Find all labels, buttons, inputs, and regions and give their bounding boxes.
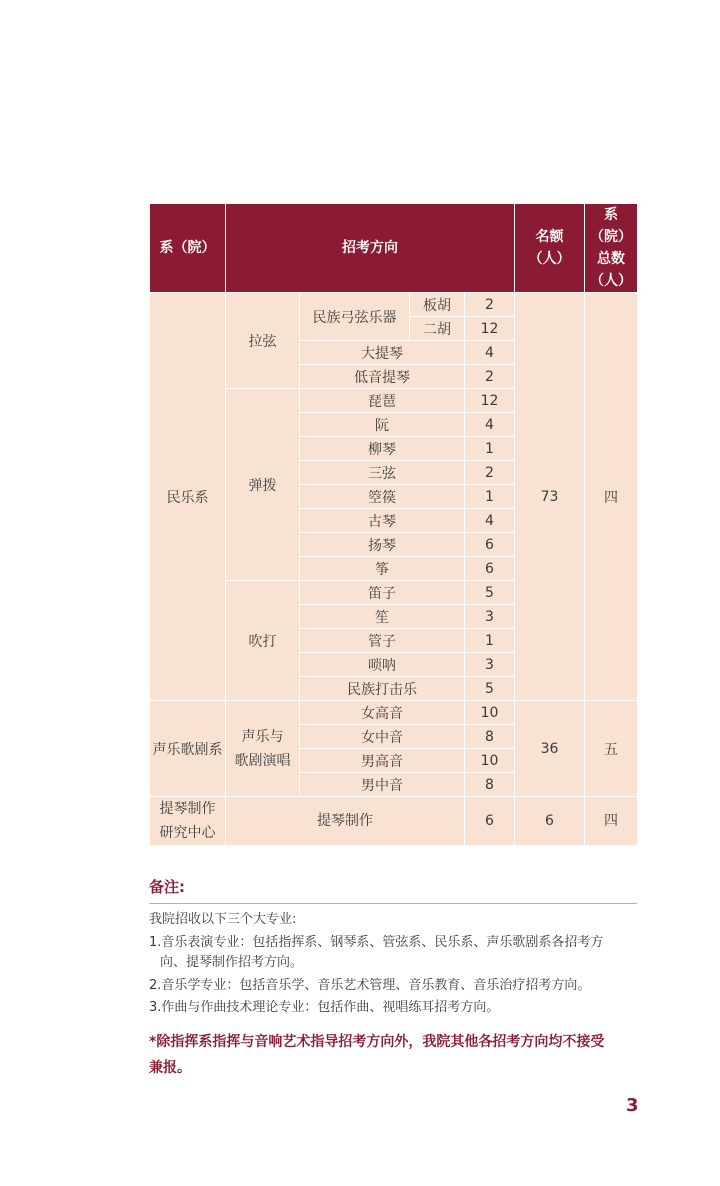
table-row [150, 797, 638, 846]
table-row [150, 701, 638, 725]
header-direction: 招考方向 [226, 204, 515, 293]
total-cell-minyue: 73 [515, 293, 585, 701]
quota-cell: 6 [465, 533, 515, 557]
notes-item-3: 3.作曲与作曲技术理论专业：包括作曲、视唱练耳招考方向。 [149, 1000, 500, 1015]
direction-tanbo: 弹拨 [226, 389, 300, 581]
table-row [150, 293, 638, 317]
quota-cell: 12 [465, 317, 515, 341]
dept-cell-violin: 提琴制作 研究中心 [150, 797, 226, 846]
direction-lasian: 拉弦 [226, 293, 300, 389]
quota-cell: 4 [465, 509, 515, 533]
instrument-name: 扬琴 [300, 533, 465, 557]
quota-cell: 1 [465, 485, 515, 509]
voice-name: 男高音 [300, 749, 465, 773]
notes-intro: 我院招收以下三个大专业: [149, 912, 297, 927]
instrument-name: 阮 [300, 413, 465, 437]
quota-cell: 8 [465, 773, 515, 797]
table-header-row: 系（院） 招考方向 名额 （人） 系（院） 总数（人） 学制 （年） [150, 204, 638, 293]
instrument-name: 箜篌 [300, 485, 465, 509]
instrument-name: 三弦 [300, 461, 465, 485]
instrument-name: 笙 [300, 605, 465, 629]
instrument-name: 筝 [300, 557, 465, 581]
warning-line-1: *除指挥系指挥与音响艺术指导招考方向外，我院其他各招考方向均不接受 [149, 1034, 605, 1050]
dept-cell-minyue: 民乐系 [150, 293, 226, 701]
quota-cell: 2 [465, 293, 515, 317]
quota-cell: 4 [465, 413, 515, 437]
notes-title: 备注: [149, 878, 185, 896]
quota-cell: 12 [465, 389, 515, 413]
quota-cell: 3 [465, 653, 515, 677]
quota-cell: 2 [465, 461, 515, 485]
voice-name: 男中音 [300, 773, 465, 797]
instrument-name: 民族打击乐 [300, 677, 465, 701]
instrument-daqin: 大提琴 [300, 341, 465, 365]
instrument-name: 唢呐 [300, 653, 465, 677]
notes-body [149, 910, 637, 1018]
direction-chuida: 吹打 [226, 581, 300, 701]
direction-vocal: 声乐与 歌剧演唱 [226, 701, 300, 797]
years-cell-minyue: 四 [585, 293, 638, 701]
quota-cell: 8 [465, 725, 515, 749]
quota-cell: 1 [465, 629, 515, 653]
quota-cell: 6 [465, 557, 515, 581]
notes-warning [149, 1029, 637, 1081]
header-dept: 系（院） [150, 204, 226, 293]
years-cell-violin: 四 [585, 797, 638, 846]
quota-cell: 10 [465, 749, 515, 773]
instrument-erhu: 二胡 [410, 317, 465, 341]
notes-item-1: 1.音乐表演专业：包括指挥系、钢琴系、管弦系、民乐系、声乐歌剧系各招考方 [149, 935, 604, 950]
warning-line-2: 兼报。 [149, 1060, 191, 1076]
instrument-name: 琵琶 [300, 389, 465, 413]
instrument-name: 管子 [300, 629, 465, 653]
notes-item-1-cont: 向、提琴制作招考方向。 [160, 955, 304, 970]
instrument-diyin: 低音提琴 [300, 365, 465, 389]
quota-cell: 4 [465, 341, 515, 365]
instrument-name: 古琴 [300, 509, 465, 533]
quota-cell: 6 [465, 797, 515, 846]
quota-cell: 5 [465, 677, 515, 701]
total-cell-vocal: 36 [515, 701, 585, 797]
header-total: 系（院） 总数（人） [585, 204, 638, 293]
quota-cell: 2 [465, 365, 515, 389]
years-cell-vocal: 五 [585, 701, 638, 797]
instrument-name: 柳琴 [300, 437, 465, 461]
total-cell-violin: 6 [515, 797, 585, 846]
page-number: 3 [626, 1095, 639, 1116]
quota-cell: 1 [465, 437, 515, 461]
header-quota: 名额 （人） [515, 204, 585, 293]
notes-divider [149, 903, 637, 904]
instrument-banhu: 板胡 [410, 293, 465, 317]
direction-violin: 提琴制作 [226, 797, 465, 846]
voice-name: 女中音 [300, 725, 465, 749]
voice-name: 女高音 [300, 701, 465, 725]
quota-cell: 10 [465, 701, 515, 725]
subdirection-gongxian: 民族弓弦乐器 [300, 293, 410, 341]
dept-cell-vocal: 声乐歌剧系 [150, 701, 226, 797]
instrument-name: 笛子 [300, 581, 465, 605]
quota-cell: 3 [465, 605, 515, 629]
notes-item-2: 2.音乐学专业：包括音乐学、音乐艺术管理、音乐教育、音乐治疗招考方向。 [149, 978, 591, 993]
quota-cell: 5 [465, 581, 515, 605]
enrollment-table-container [149, 204, 680, 846]
enrollment-table [149, 204, 680, 846]
